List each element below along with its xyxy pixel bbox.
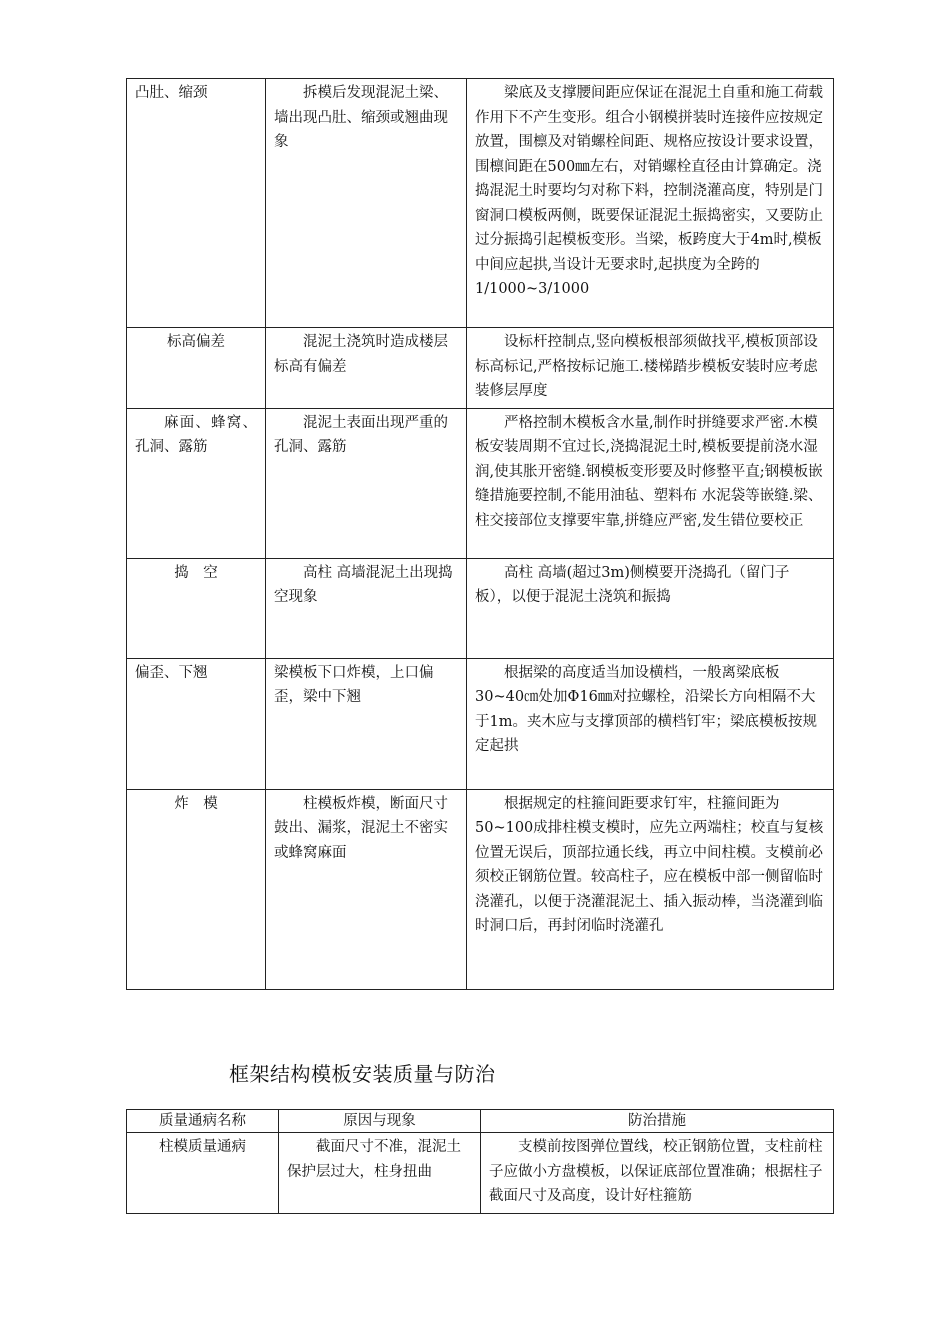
table-row [127, 1133, 834, 1214]
table-row [127, 789, 834, 989]
defect-cause: 拆模后发现混泥土梁、墙出现凸肚、缩颈或翘曲现象 [266, 79, 467, 328]
table-header-row [127, 1110, 834, 1133]
frame-structure-table [126, 1109, 834, 1214]
defect-measure: 严格控制木模板含水量,制作时拼缝要求严密.木模板安装周期不宜过长,浇捣混泥土时,模板要提前浇水湿润,使其胀开密缝.钢模板变形要及时修整平直;钢模板嵌缝措施要控制,不能用油毡、塑料布 水泥袋等嵌缝.梁、柱交接部位支撑要牢靠,拼缝应严密,发生错位要校正 [467, 408, 834, 558]
header-measure: 防治措施 [481, 1110, 834, 1133]
defect-cause: 柱模板炸模，断面尺寸鼓出、漏浆，混泥土不密实或蜂窝麻面 [266, 789, 467, 989]
defect-name: 标高偏差 [127, 328, 266, 409]
defect-measure: 梁底及支撑腰间距应保证在混泥土自重和施工荷载作用下不产生变形。组合小钢模拼装时连接件应按规定放置，围檩及对销螺栓间距、规格应按设计要求设置，围檩间距在500㎜左右，对销螺栓直径由计算确定。浇捣混泥土时要均匀对称下料，控制浇灌高度，特别是门窗洞口模板两侧，既要保证混泥土振捣密实，又要防止过分振捣引起模板变形。当梁，板跨度大于4m时,模板中间应起拱,当设计无要求时,起拱度为全跨的1/1000~3/1000 [467, 79, 834, 328]
defect-measure: 支模前按图弹位置线，校正钢筋位置，支柱前柱子应做小方盘模板，以保证底部位置准确；根据柱子截面尺寸及高度，设计好柱箍筋 [481, 1133, 834, 1214]
defect-name: 捣 空 [127, 558, 266, 658]
defect-name: 柱模质量通病 [127, 1133, 279, 1214]
table-row [127, 408, 834, 558]
defect-measure: 根据规定的柱箍间距要求钉牢，柱箍间距为50~100成排柱模支模时，应先立两端柱；校直与复核位置无误后，顶部拉通长线，再立中间柱模。支模前必须校正钢筋位置。较高柱子，应在模板中部一侧留临时浇灌孔，以便于浇灌混泥土、插入振动棒，当浇灌到临时洞口后，再封闭临时浇灌孔 [467, 789, 834, 989]
defect-name: 麻面、蜂窝、孔洞、露筋 [127, 408, 266, 558]
table-row [127, 79, 834, 328]
table-row [127, 658, 834, 789]
defect-cause: 混泥土表面出现严重的孔洞、露筋 [266, 408, 467, 558]
table-row [127, 328, 834, 409]
table-row [127, 558, 834, 658]
section-title: 框架结构模板安装质量与防治 [229, 1062, 496, 1086]
defect-measure: 高柱 高墙(超过3m)侧模要开浇捣孔（留门子板），以便于混泥土浇筑和振捣 [467, 558, 834, 658]
defect-cause: 高柱 高墙混泥土出现捣空现象 [266, 558, 467, 658]
defect-cause: 混泥土浇筑时造成楼层标高有偏差 [266, 328, 467, 409]
header-defect-name: 质量通病名称 [127, 1110, 279, 1133]
defect-name: 炸 模 [127, 789, 266, 989]
defect-cause: 截面尺寸不准，混泥土保护层过大，柱身扭曲 [279, 1133, 481, 1214]
defect-measure: 根据梁的高度适当加设横档，一般离梁底板30~40㎝处加Φ16㎜对拉螺栓，沿梁长方向相隔不大于1m。夹木应与支撑顶部的横档钉牢；梁底模板按规定起拱 [467, 658, 834, 789]
defect-table [126, 78, 834, 990]
defect-cause: 梁模板下口炸模，上口偏歪，梁中下翘 [266, 658, 467, 789]
header-cause: 原因与现象 [279, 1110, 481, 1133]
defect-name: 凸肚、缩颈 [127, 79, 266, 328]
defect-measure: 设标杆控制点,竖向模板根部须做找平,模板顶部设标高标记,严格按标记施工.楼梯踏步模板安装时应考虑装修层厚度 [467, 328, 834, 409]
defect-name: 偏歪、下翘 [127, 658, 266, 789]
